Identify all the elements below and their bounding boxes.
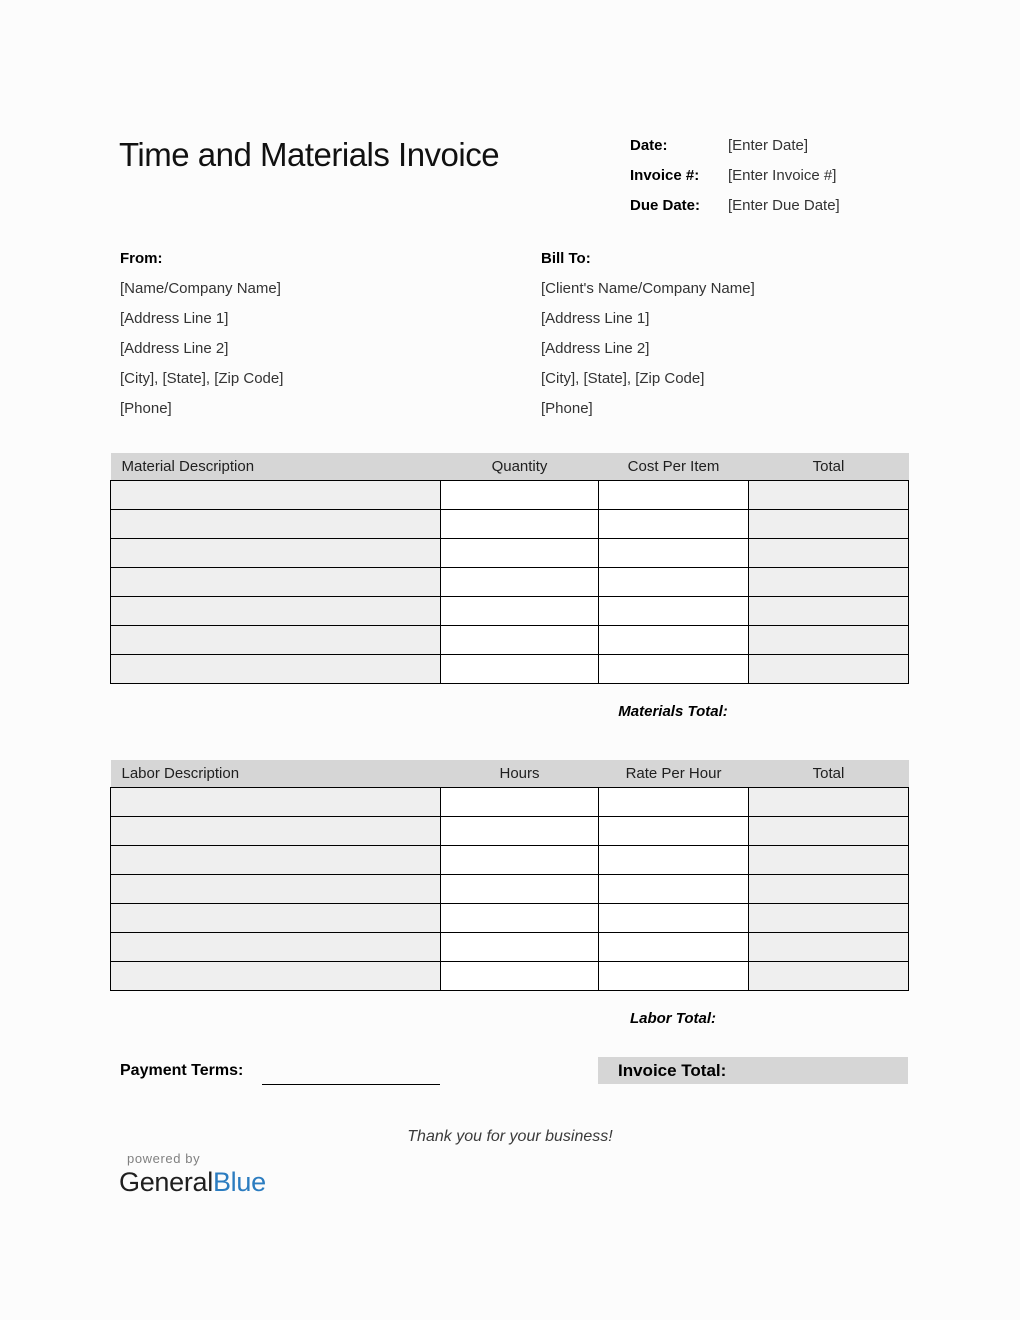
labor-table xyxy=(110,760,909,991)
from-city-state-zip-field[interactable]: [City], [State], [Zip Code] xyxy=(120,370,284,387)
table-cell[interactable] xyxy=(111,480,441,509)
from-name-field[interactable]: [Name/Company Name] xyxy=(120,280,281,297)
table-cell[interactable] xyxy=(749,567,909,596)
date-label: Date: xyxy=(630,136,668,154)
table-cell[interactable] xyxy=(599,596,749,625)
table-row xyxy=(111,654,909,683)
table-cell[interactable] xyxy=(599,509,749,538)
table-row xyxy=(111,625,909,654)
labor-header-hours: Hours xyxy=(441,760,599,787)
table-cell[interactable] xyxy=(749,787,909,816)
bill-to-phone-field[interactable]: [Phone] xyxy=(541,400,593,417)
labor-total-label: Labor Total: xyxy=(629,1010,717,1027)
table-cell[interactable] xyxy=(749,961,909,990)
table-row xyxy=(111,903,909,932)
table-cell[interactable] xyxy=(749,480,909,509)
table-cell[interactable] xyxy=(441,654,599,683)
table-row xyxy=(111,787,909,816)
table-cell[interactable] xyxy=(749,654,909,683)
bill-to-address1-field[interactable]: [Address Line 1] xyxy=(541,310,650,327)
table-cell[interactable] xyxy=(441,538,599,567)
brand-general: General xyxy=(119,1167,213,1197)
materials-header-row xyxy=(111,453,909,480)
table-cell[interactable] xyxy=(749,625,909,654)
table-cell[interactable] xyxy=(441,932,599,961)
labor-header-description: Labor Description xyxy=(111,760,441,787)
table-cell[interactable] xyxy=(749,932,909,961)
table-cell[interactable] xyxy=(599,654,749,683)
materials-header-description: Material Description xyxy=(111,453,441,480)
from-address1-field[interactable]: [Address Line 1] xyxy=(120,310,229,327)
table-cell[interactable] xyxy=(111,538,441,567)
labor-header-rate-per-hour: Rate Per Hour xyxy=(599,760,749,787)
table-cell[interactable] xyxy=(111,845,441,874)
table-cell[interactable] xyxy=(111,903,441,932)
table-cell[interactable] xyxy=(599,567,749,596)
from-phone-field[interactable]: [Phone] xyxy=(120,400,172,417)
page-title: Time and Materials Invoice xyxy=(119,136,500,173)
materials-total-label: Materials Total: xyxy=(618,703,728,720)
table-cell[interactable] xyxy=(749,596,909,625)
thank-you-message: Thank you for your business! xyxy=(407,1128,613,1145)
from-address2-field[interactable]: [Address Line 2] xyxy=(120,340,229,357)
table-row xyxy=(111,509,909,538)
payment-terms-field[interactable] xyxy=(262,1064,440,1085)
invoice-meta xyxy=(630,130,920,220)
bill-to-name-field[interactable]: [Client's Name/Company Name] xyxy=(541,280,755,297)
table-row xyxy=(111,480,909,509)
table-cell[interactable] xyxy=(749,845,909,874)
materials-header-quantity: Quantity xyxy=(441,453,599,480)
table-cell[interactable] xyxy=(441,874,599,903)
table-cell[interactable] xyxy=(599,480,749,509)
table-row xyxy=(111,596,909,625)
table-row xyxy=(111,932,909,961)
bill-to-heading: Bill To: xyxy=(541,250,591,267)
table-row xyxy=(111,567,909,596)
bill-to-city-state-zip-field[interactable]: [City], [State], [Zip Code] xyxy=(541,370,705,387)
table-cell[interactable] xyxy=(441,625,599,654)
general-blue-logo xyxy=(119,1167,266,1198)
bill-to-address2-field[interactable]: [Address Line 2] xyxy=(541,340,650,357)
table-cell[interactable] xyxy=(749,509,909,538)
table-cell[interactable] xyxy=(749,874,909,903)
bill-to-section xyxy=(541,244,961,424)
table-cell[interactable] xyxy=(111,961,441,990)
table-cell[interactable] xyxy=(749,903,909,932)
date-field[interactable]: [Enter Date] xyxy=(728,136,809,154)
table-cell[interactable] xyxy=(441,845,599,874)
table-row xyxy=(111,845,909,874)
labor-header-total: Total xyxy=(749,760,909,787)
table-row xyxy=(111,538,909,567)
from-section xyxy=(120,244,540,424)
table-cell[interactable] xyxy=(599,874,749,903)
table-cell[interactable] xyxy=(599,903,749,932)
invoice-total-bar xyxy=(598,1057,908,1084)
table-row xyxy=(111,961,909,990)
table-cell[interactable] xyxy=(441,567,599,596)
table-cell[interactable] xyxy=(441,509,599,538)
table-cell[interactable] xyxy=(599,932,749,961)
from-heading: From: xyxy=(120,250,163,267)
invoice-total-label: Invoice Total: xyxy=(618,1061,727,1080)
table-cell[interactable] xyxy=(441,961,599,990)
table-cell[interactable] xyxy=(111,787,441,816)
table-cell[interactable] xyxy=(599,787,749,816)
table-cell[interactable] xyxy=(111,509,441,538)
table-row xyxy=(111,816,909,845)
payment-terms-label: Payment Terms: xyxy=(120,1062,244,1079)
meta-row-due-date xyxy=(630,190,920,220)
table-cell[interactable] xyxy=(111,596,441,625)
table-cell[interactable] xyxy=(599,845,749,874)
table-cell[interactable] xyxy=(599,961,749,990)
table-cell[interactable] xyxy=(599,816,749,845)
table-cell[interactable] xyxy=(111,932,441,961)
table-cell[interactable] xyxy=(599,538,749,567)
meta-row-date xyxy=(630,130,920,160)
materials-header-cost-per-item: Cost Per Item xyxy=(599,453,749,480)
table-row xyxy=(111,874,909,903)
table-cell[interactable] xyxy=(441,480,599,509)
meta-row-invoice-number xyxy=(630,160,920,190)
table-cell[interactable] xyxy=(441,787,599,816)
brand-blue: Blue xyxy=(212,1167,266,1197)
table-cell[interactable] xyxy=(441,816,599,845)
table-cell[interactable] xyxy=(441,596,599,625)
due-date-field[interactable]: [Enter Due Date] xyxy=(728,196,840,214)
table-cell[interactable] xyxy=(441,903,599,932)
table-cell[interactable] xyxy=(111,816,441,845)
table-cell[interactable] xyxy=(111,654,441,683)
materials-header-total: Total xyxy=(749,453,909,480)
table-cell[interactable] xyxy=(749,538,909,567)
table-cell[interactable] xyxy=(599,625,749,654)
powered-by-text: powered by xyxy=(127,1151,201,1166)
table-cell[interactable] xyxy=(749,816,909,845)
table-cell[interactable] xyxy=(111,874,441,903)
materials-table xyxy=(110,453,909,684)
table-cell[interactable] xyxy=(111,625,441,654)
invoice-number-field[interactable]: [Enter Invoice #] xyxy=(728,166,837,184)
invoice-number-label: Invoice #: xyxy=(630,166,700,184)
labor-header-row xyxy=(111,760,909,787)
table-cell[interactable] xyxy=(111,567,441,596)
due-date-label: Due Date: xyxy=(630,196,701,214)
